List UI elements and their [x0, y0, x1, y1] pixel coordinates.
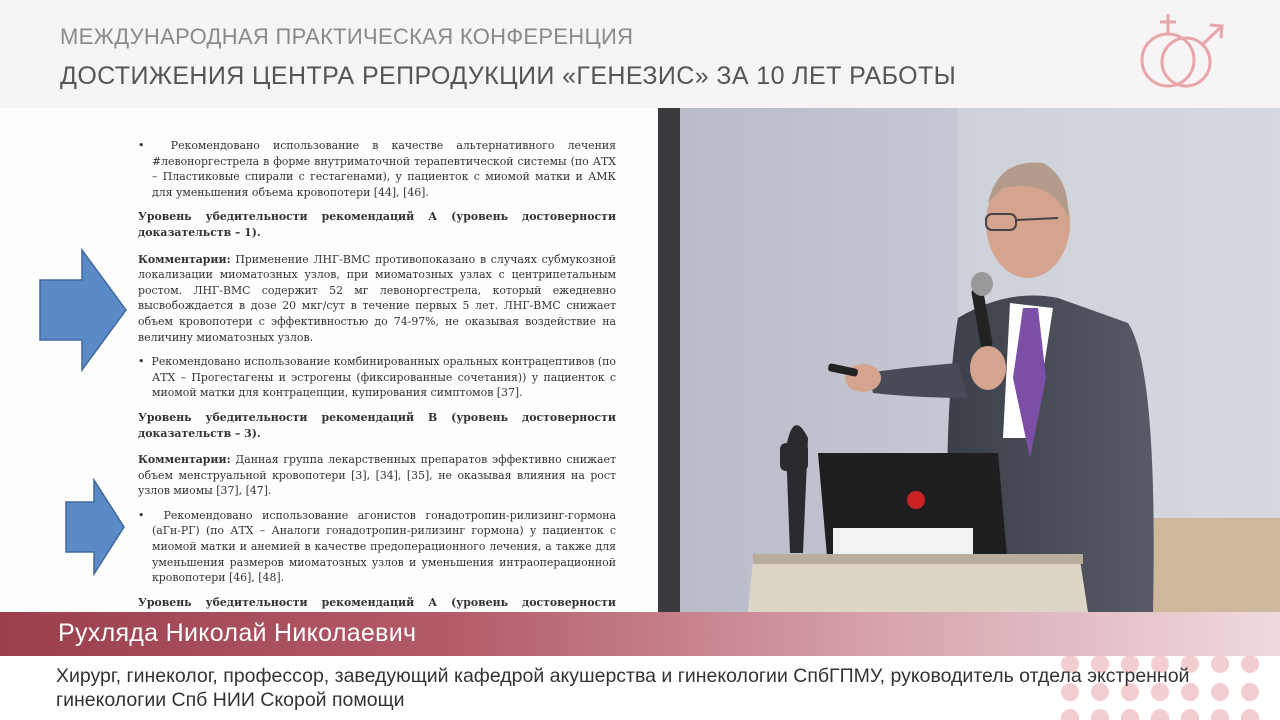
recommendation-bullet: • Рекомендовано использование комбинированных оральных контрацептивов (по АТХ – Прогестагены и эстрогены (фиксированные сочетания)) у пациенток с миомой матки для контрацепции, купирования симптомов [37].	[138, 355, 616, 400]
conference-header	[0, 0, 1280, 108]
gender-rings-logo-icon	[1130, 10, 1230, 100]
arrow-right-icon	[64, 478, 126, 576]
document-text	[138, 138, 616, 612]
recommendation-bullet: • Рекомендовано использование агонистов гонадотропин-рилизинг-гормона (аГн-РГ) (по АТХ – Аналоги гонадотропин-рилизинг гормона) у пациенток с миомой матки и анемией в качестве предоперационного лечения, а также для уменьшения размеров миоматозных узлов и уменьшения интраоперационной кровопотери [46], [48].	[138, 508, 616, 585]
evidence-level: Уровень убедительности рекомендаций В (уровень достоверности доказательств – 3).	[138, 410, 616, 440]
comment-paragraph: Комментарии: Данная группа лекарственных препаратов эффективно снижает объем менструальной кровопотери [3], [34], [35], не оказывая влияния на рост узлов миомы [37], [47].	[138, 453, 616, 498]
conference-subtitle: МЕЖДУНАРОДНАЯ ПРАКТИЧЕСКАЯ КОНФЕРЕНЦИЯ	[60, 24, 634, 49]
arrow-right-icon	[38, 248, 128, 373]
speaker-name: Рухляда Николай Николаевич	[58, 619, 417, 647]
speaker-scene	[658, 108, 1280, 612]
speaker-video	[658, 108, 1280, 612]
presentation-slide	[0, 108, 658, 612]
comment-paragraph: Комментарии: Применение ЛНГ-ВМС противопоказано в случаях субмукозной локализации миоматозных узлов, при миоматозных узлах с центрипетальным ростом. ЛНГ-ВМС содержит 52 мг левоноргестрела, который ежедневно высвобождается в дозе 20 мкг/сут в течение первых 5 лет. ЛНГ-ВМС снижает объем кровопотери с эффективностью до 74-97%, не оказывая воздействие на величину миоматозных узлов.	[138, 252, 616, 344]
recommendation-bullet: • Рекомендовано использование в качестве альтернативного лечения #левоноргестрела в форме внутриматочной терапевтической системы (по АТХ – Пластиковые спирали с гестагенами), у пациенток с миомой матки и АМК для уменьшения объема кровопотери [44], [46].	[138, 139, 616, 199]
evidence-level: Уровень убедительности рекомендаций А (уровень достоверности доказательств – 1).	[138, 210, 616, 239]
speaker-description-bar	[0, 656, 1280, 720]
speaker-description: Хирург, гинеколог, профессор, заведующий кафедрой акушерства и гинекологии СпбГПМУ, руководитель отдела экстренной гинекологии Спб НИИ Скорой помощи	[56, 665, 1190, 711]
evidence-level: Уровень убедительности рекомендаций А (уровень достоверности	[138, 595, 616, 609]
conference-title: ДОСТИЖЕНИЯ ЦЕНТРА РЕПРОДУКЦИИ «ГЕНЕЗИС» ЗА 10 ЛЕТ РАБОТЫ	[60, 62, 957, 90]
speaker-name-bar	[0, 612, 1280, 656]
